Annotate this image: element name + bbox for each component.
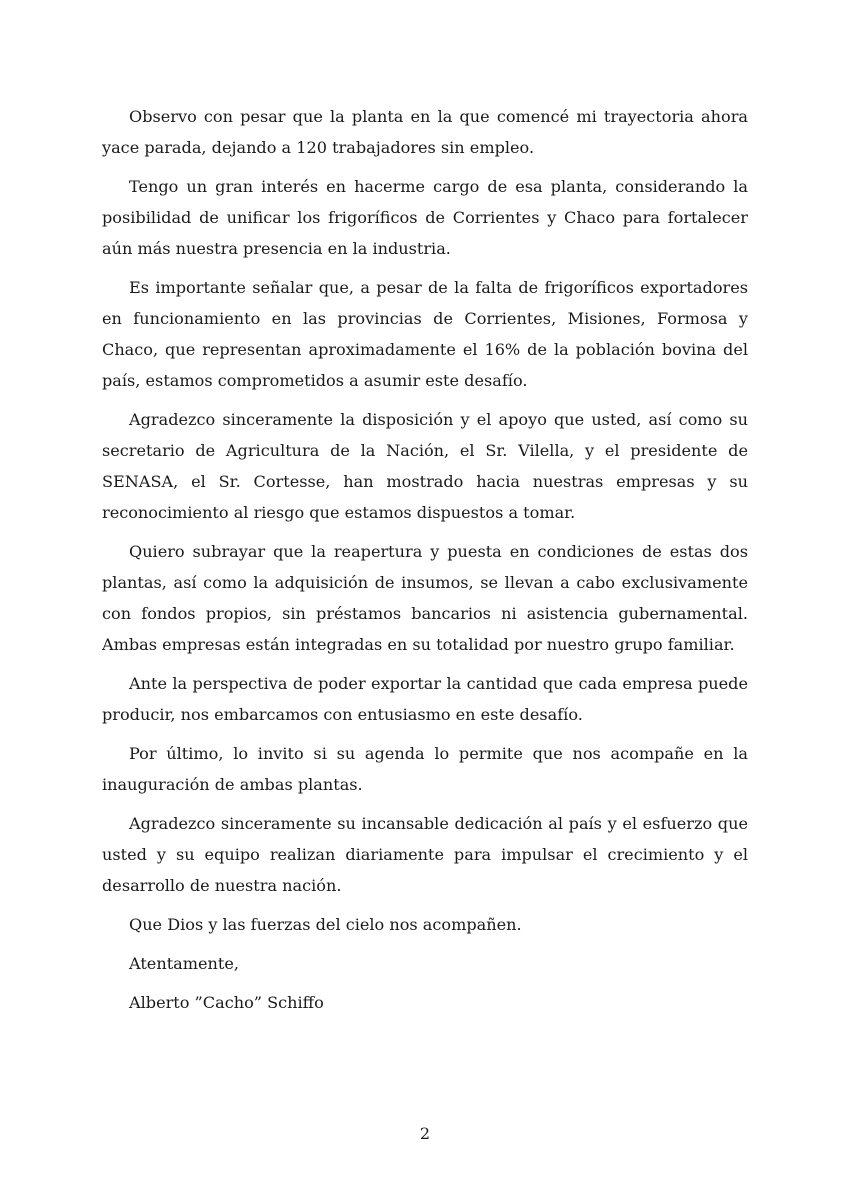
paragraph-7: Por último, lo invito si su agenda lo permite que nos acompañe en la inauguración de ambas plantas. xyxy=(102,744,748,794)
page-number: 2 xyxy=(419,1124,431,1143)
closing: Atentamente, xyxy=(129,954,240,973)
paragraph-4: Agradezco sinceramente la disposición y el apoyo que usted, así como su secretario de Agricultura de la Nación, el Sr. Vilella, y el presidente de SENASA, el Sr. Cortesse, han mostrado hacia nuestras empresas y su reconocimiento al riesgo que estamos dispuestos a tomar. xyxy=(102,410,748,522)
paragraph-1: Observo con pesar que la planta en la que comencé mi trayectoria ahora yace parada, dejando a 120 trabajadores sin empleo. xyxy=(102,107,748,157)
paragraph-2: Tengo un gran interés en hacerme cargo de esa planta, considerando la posibilidad de unificar los frigoríficos de Corrientes y Chaco para fortalecer aún más nuestra presencia en la industria. xyxy=(102,177,748,258)
paragraph-8: Agradezco sinceramente su incansable dedicación al país y el esfuerzo que usted y su equipo realizan diariamente para impulsar el crecimiento y el desarrollo de nuestra nación. xyxy=(102,814,748,895)
letter-body xyxy=(102,101,748,1026)
paragraph-5: Quiero subrayar que la reapertura y puesta en condiciones de estas dos plantas, así como la adquisición de insumos, se llevan a cabo exclusivamente con fondos propios, sin préstamos bancarios ni asistencia gubernamental. Ambas empresas están integradas en su totalidad por nuestro grupo familiar. xyxy=(102,542,748,654)
signature: Alberto ”Cacho” Schiffo xyxy=(129,993,324,1012)
paragraph-6: Ante la perspectiva de poder exportar la cantidad que cada empresa puede producir, nos embarcamos con entusiasmo en este desafío. xyxy=(102,674,748,724)
paragraph-3: Es importante señalar que, a pesar de la falta de frigoríficos exportadores en funcionamiento en las provincias de Corrientes, Misiones, Formosa y Chaco, que representan aproximadamente el 16% de la población bovina del país, estamos comprometidos a asumir este desafío. xyxy=(102,278,748,390)
paragraph-9: Que Dios y las fuerzas del cielo nos acompañen. xyxy=(129,915,522,934)
